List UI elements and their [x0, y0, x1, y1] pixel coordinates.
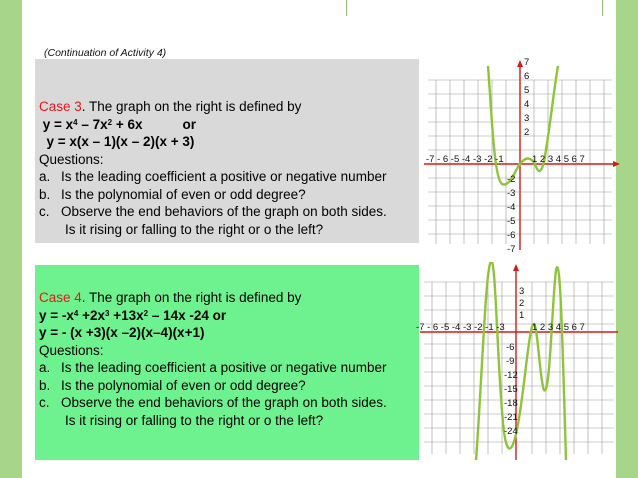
eq-exponent: 4 [73, 308, 79, 318]
x-tick-labels-positive: 1 2 3 4 5 6 7 [532, 154, 585, 165]
y-tick-label: -6 [506, 342, 515, 353]
list-letter: b. [39, 186, 51, 202]
case3-question-c-cont: Is it rising or falling to the right or o the left? [65, 221, 324, 237]
case4-box [35, 265, 419, 460]
case4-label: Case 4 [39, 290, 82, 305]
y-tick-label: -9 [506, 356, 515, 367]
graph-case3 [422, 58, 622, 258]
case3-title [39, 98, 415, 116]
case4-question-b [39, 377, 415, 395]
eq-exponent: 4 [73, 117, 78, 127]
y-tick-label: 4 [524, 99, 530, 110]
case4-questions-label: Questions: [39, 342, 104, 358]
eq-exponent: 2 [107, 117, 113, 127]
y-tick-label: 3 [524, 113, 530, 124]
question-text: Is the leading coefficient a positive or negative number [61, 360, 387, 375]
question-text: Is the polynomial of even or odd degree? [61, 377, 306, 393]
y-tick-label: -24 [504, 426, 518, 437]
eq-part: – 7x [77, 116, 108, 132]
y-tick-label: 2 [519, 298, 525, 309]
y-tick-label: -4 [507, 202, 516, 213]
divider-right [602, 0, 603, 16]
y-tick-label: 7 [524, 58, 530, 68]
question-text: Is the leading coefficient a positive or negative number [61, 169, 387, 184]
y-tick-label: 2 [524, 127, 530, 138]
y-tick-label: -5 [507, 216, 516, 227]
question-text: Observe the end behaviors of the graph on both sides. [61, 204, 387, 219]
case4-question-a [39, 359, 415, 377]
y-tick-label: -18 [504, 398, 518, 409]
y-tick-label: -3 [507, 188, 516, 199]
case4-equation-1 [39, 307, 415, 325]
y-tick-label: -15 [504, 384, 518, 395]
eq-part: y = x [42, 116, 74, 132]
case4-equation-2: y = - (x +3)(x –2)(x–4)(x+1) [39, 325, 205, 340]
y-tick-label: 6 [524, 71, 530, 82]
list-letter: a. [39, 360, 51, 375]
case4-title [39, 289, 415, 307]
y-tick-label: -2 [507, 174, 516, 185]
y-tick-label: 5 [524, 85, 530, 96]
graph-case4 [416, 262, 622, 462]
list-letter: c. [39, 204, 50, 219]
activity-caption: (Continuation of Activity 4) [44, 47, 167, 59]
case3-question-a [39, 168, 415, 186]
case3-equation-1 [39, 116, 415, 134]
case3-questions-label: Questions: [39, 151, 104, 167]
case4-question-c-cont: Is it rising or falling to the right or o the left? [65, 412, 324, 428]
case3-title-text: . The graph on the right is defined by [81, 99, 302, 114]
x-tick-labels-positive: 1 2 3 4 5 6 7 [532, 322, 585, 333]
eq-part: + 6x [112, 116, 143, 132]
eq-part: +2x [78, 307, 106, 323]
graph-case3-curve [488, 66, 558, 185]
arrow-right-icon [613, 161, 620, 167]
case3-label: Case 3 [39, 99, 82, 114]
eq-part: – 14x -24 or [148, 307, 227, 323]
case3-equation-2 [39, 133, 415, 151]
y-tick-label: -7 [507, 244, 516, 255]
eq-or: or [182, 116, 197, 132]
y-tick-label: 3 [519, 286, 525, 297]
eq-part: +13x [109, 307, 144, 323]
case4-question-c [39, 394, 415, 412]
case3-question-b [39, 186, 415, 204]
divider-left [346, 0, 347, 16]
case3-question-c [39, 203, 415, 221]
arrow-up-icon [517, 60, 523, 67]
question-text: Is the polynomial of even or odd degree? [61, 186, 306, 202]
arrow-up-icon [513, 264, 519, 271]
x-tick-labels-negative: -7 - 6 -5 -4 -3 -2 -1 [426, 154, 504, 165]
question-text: Observe the end behaviors of the graph on both sides. [61, 395, 387, 410]
y-tick-label: -21 [504, 412, 518, 423]
case3-box [35, 59, 419, 243]
eq-exponent: 2 [143, 308, 149, 318]
eq-exponent: 3 [105, 308, 110, 318]
y-tick-label: -6 [507, 230, 516, 241]
list-letter: c. [39, 395, 50, 410]
eq-part: y = -x [39, 307, 74, 323]
case4-title-text: . The graph on the right is defined by [81, 290, 302, 305]
y-tick-label: 1 [519, 310, 525, 321]
eq-part: y = x(x – 1)(x – 2)(x + 3) [46, 134, 195, 149]
list-letter: b. [39, 377, 51, 393]
list-letter: a. [39, 169, 51, 184]
y-tick-label: -12 [504, 370, 518, 381]
x-tick-labels-negative: -7 - 6 -5 -4 -3 -2 -1 -3 [416, 322, 505, 333]
